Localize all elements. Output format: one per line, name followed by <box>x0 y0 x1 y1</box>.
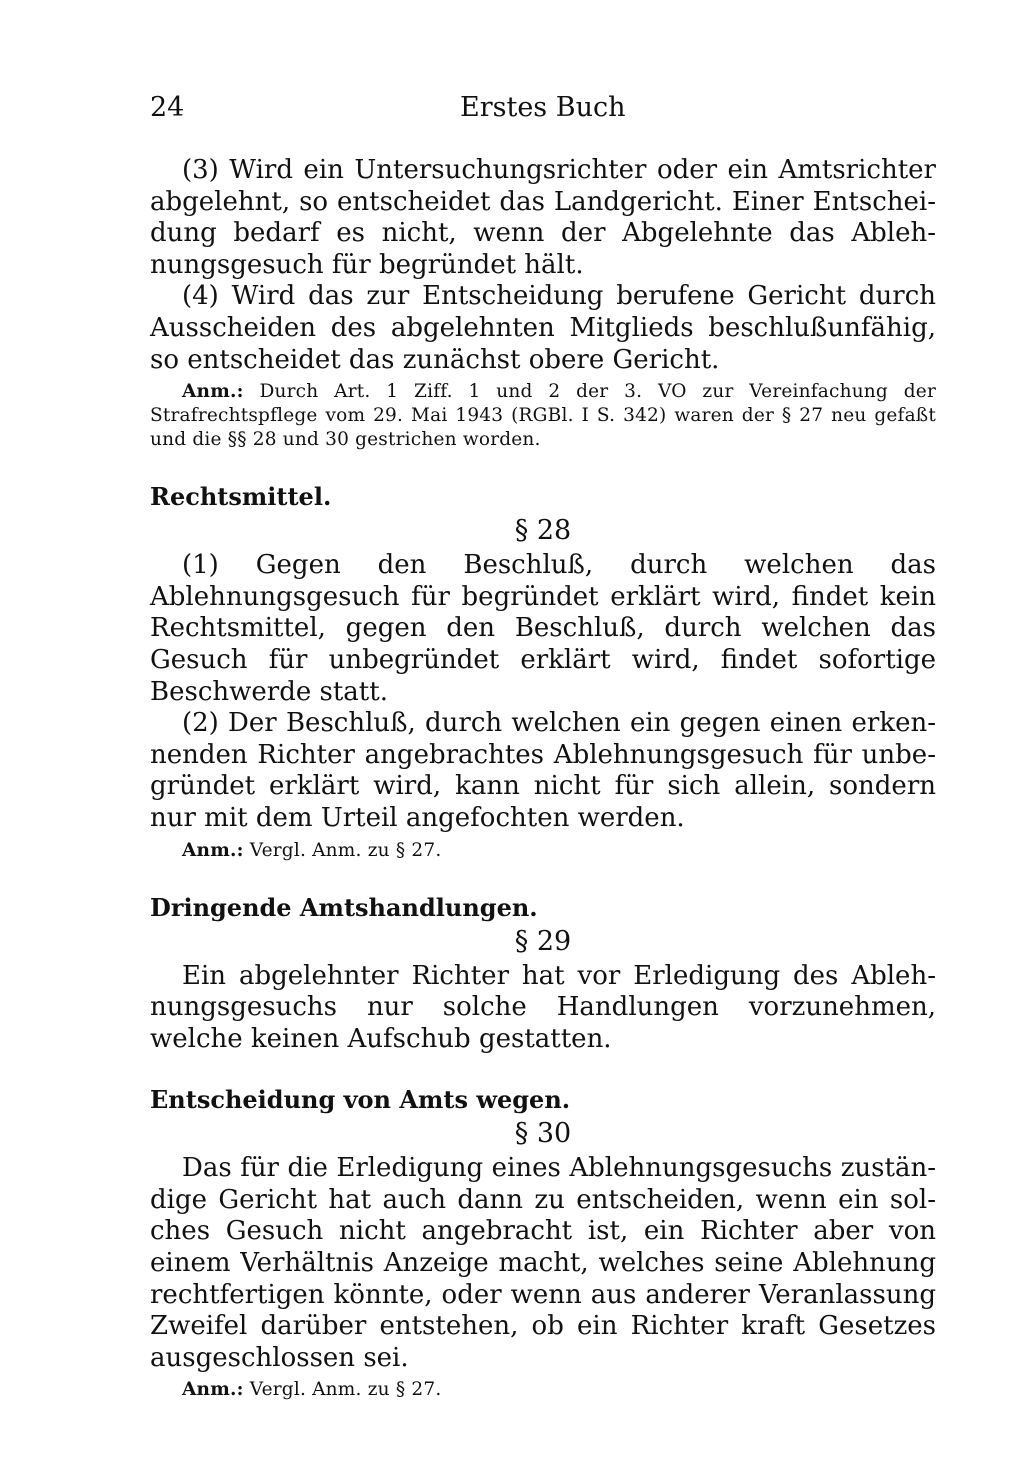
annotation-label: Anm.: <box>182 381 244 403</box>
paragraph-29-1: Ein abgelehnter Richter hat vor Erledigung des Ablehnungsgesuchs nur solche Handlungen vorzunehmen, welche keinen Aufschub gestatten. <box>150 960 936 1054</box>
annotation-30 <box>150 1378 936 1402</box>
annotation-label: Anm.: <box>182 1379 244 1401</box>
section-heading: Rechtsmittel. <box>150 482 332 512</box>
paragraph-27-4: (4) Wird das zur Entscheidung berufene Gericht durch Ausscheiden des abgelehnten Mitglieds beschlußunfähig, so entscheidet das zunächst obere Gericht. <box>150 281 936 375</box>
section-heading: Dringende Amtshandlungen. <box>150 892 538 922</box>
annotation-text: Durch Art. 1 Ziff. 1 und 2 der 3. VO zur Vereinfachung der Strafrechtspflege vom 29. Mai 1943 (RGBl. I S. 342) waren der § 27 neu gefaßt und die §§ 28 und 30 gestrichen worden. <box>150 381 936 451</box>
paragraph-28-1: (1) Gegen den Beschluß, durch welchen das Ablehnungsgesuch für begründet erklärt wird, findet kein Rechtsmittel, gegen den Beschluß, durch welchen das Gesuch für unbegründet erklärt wird, findet sofortige Beschwerde statt. <box>150 550 936 707</box>
section-28 <box>150 482 936 862</box>
section-heading: Entscheidung von Amts wegen. <box>150 1085 571 1115</box>
document-page <box>150 0 936 1471</box>
paragraph-27-3: (3) Wird ein Untersuchungsrichter oder ein Amtsrichter abgelehnt, so entscheidet das Landgericht. Einer Entscheidung bedarf es nicht, wenn der Abgelehnte das Ablehnungsgesuch für begründet hält. <box>150 155 936 280</box>
continued-section-27 <box>150 155 936 452</box>
annotation-text: Vergl. Anm. zu § 27. <box>249 839 442 861</box>
section-30 <box>150 1085 936 1402</box>
annotation-text: Vergl. Anm. zu § 27. <box>249 1379 442 1401</box>
section-number: § 30 <box>514 1118 572 1150</box>
section-number: § 29 <box>514 925 572 957</box>
annotation-28 <box>150 839 936 863</box>
annotation-27 <box>150 380 936 452</box>
paragraph-30-1: Das für die Erledigung eines Ablehnungsgesuchs zuständige Gericht hat auch dann zu entscheiden, wenn ein solches Gesuch nicht angebracht ist, ein Richter aber von einem Verhältnis Anzeige macht, welches seine Ablehnung rechtfertigen könnte, oder wenn aus anderer Veranlassung Zweifel darüber entstehen, ob ein Richter kraft Gesetzes ausgeschlossen sei. <box>150 1153 936 1373</box>
page-body <box>150 155 936 1402</box>
page-number: 24 <box>150 92 185 123</box>
section-number: § 28 <box>514 515 572 547</box>
annotation-label: Anm.: <box>182 839 244 861</box>
paragraph-28-2: (2) Der Beschluß, durch welchen ein gegen einen erkennenden Richter angebrachtes Ablehnungsgesuch für unbegründet erklärt wird, kann nicht für sich allein, sondern nur mit dem Urteil angefochten werden. <box>150 708 936 833</box>
running-title: Erstes Buch <box>460 92 626 123</box>
section-29 <box>150 893 936 1056</box>
page-header <box>150 92 936 132</box>
